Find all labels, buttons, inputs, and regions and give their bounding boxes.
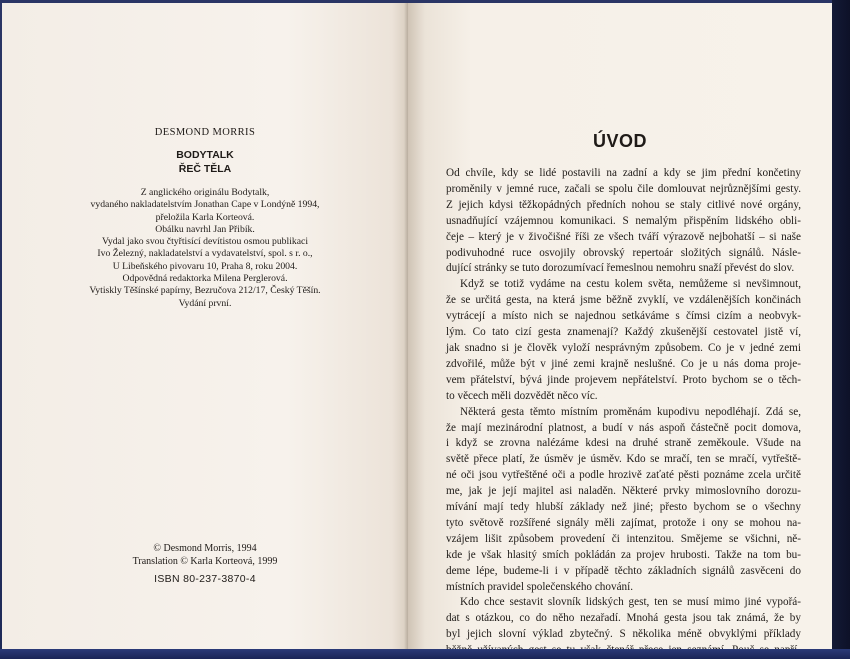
copyright-line: © Desmond Morris, 1994 xyxy=(153,543,257,554)
body-line: to věcech měli dozvědět něco víc. xyxy=(446,389,598,402)
copyright-line: Translation © Karla Korteová, 1999 xyxy=(132,555,278,567)
body-line: světě přece platí, že úsměv je úsměv. Kdo se mračí, ten se mračí, vytřeště- xyxy=(446,453,801,466)
copyright-notice xyxy=(2,543,408,568)
left-page xyxy=(2,3,408,649)
body-line: dat s otázkou, co do něho nezařadí. Mnohá gesta jsou tak známá, že by xyxy=(446,612,801,625)
right-page xyxy=(408,3,832,649)
credit-line: Vydání první. xyxy=(178,297,232,309)
body-line: Některá gesta těmto místním proměnám kupodivu nepodléhají. Zdá se, xyxy=(460,405,801,418)
credit-line: Z anglického originálu Bodytalk, xyxy=(140,187,270,198)
body-line: byl jejich slovní výklad zbytečný. S několika méně obvyklými příklady xyxy=(446,628,801,641)
body-line: i když se zrovna nalézáme kdesi na druhé straně zeměkoule. Všude na xyxy=(446,437,801,450)
body-line: kde je však hlasitý smích pokládán za projev hrubosti. Takže na tom bu- xyxy=(446,548,801,561)
body-line: vem přátelství, bývá jinde projevem nepřátelství. Proto bychom se o těch- xyxy=(446,373,801,386)
author-name: DESMOND MORRIS xyxy=(154,127,256,138)
cover-edge-right xyxy=(832,0,850,659)
credit-line: Ivo Železný, nakladatelství a vydavatelství, spol. s r. o., xyxy=(97,248,313,260)
credit-line: Obálku navrhl Jan Přibík. xyxy=(155,223,255,235)
credit-line: Odpovědná redaktorka Milena Perglerová. xyxy=(122,273,288,285)
isbn: ISBN 80-237-3870-4 xyxy=(154,573,256,585)
body-line: tyto světově rozšířené signály měli zajímat, protože i ony se mohou na- xyxy=(446,516,801,529)
body-line: deme lépe, budeme-li i v případě těchto základních signálů zasvěceni do xyxy=(446,564,801,577)
body-line: podivuhodné ruce osvojily obrovský repertoár složitých signálů. Násle- xyxy=(446,246,801,259)
book-title xyxy=(2,148,408,176)
credit-line: vydaného nakladatelstvím Jonathan Cape v Londýně 1994, xyxy=(90,199,320,211)
body-line: me, jak je její majitel asi naladěn. Některé prvky mimoslovního dorozu- xyxy=(446,485,801,498)
credit-line: Vytiskly Těšínské papírny, Bezručova 212/17, Český Těšín. xyxy=(89,285,321,297)
cover-edge-bottom xyxy=(0,649,850,659)
body-line: Od chvíle, kdy se lidé postavili na zadní a kdy se jim přední končetiny xyxy=(446,167,801,179)
title-line-czech: ŘEČ TĚLA xyxy=(178,163,232,175)
body-line: zdvořilé, může být v jiné zemi krajně neslušné. Co je u nás doma proje- xyxy=(446,357,801,370)
chapter-body xyxy=(446,166,801,659)
chapter-title: ÚVOD xyxy=(592,131,647,151)
body-line: lým. Co tato cizí gesta znamenají? Každý zkušenější cestovatel jistě ví, xyxy=(446,326,801,339)
body-line: Z jejich kdysi těžkopádných předních nohou se staly citlivé nové orgány, xyxy=(446,198,801,211)
body-line: mívání mají tedy hlubší základy než jiné; přesto bychom se o všechny xyxy=(446,501,801,514)
body-line: usnadňující vzájemnou komunikaci. S nemalým přispěním lidského obli- xyxy=(446,214,801,227)
title-line-english: BODYTALK xyxy=(176,149,234,161)
body-line: jak snadno si je člověk vyloží nesprávným způsobem. Co je v jedné zemi xyxy=(446,341,801,354)
body-line: Když se totiž vydáme na cestu kolem světa, nemůžeme si nevšimnout, xyxy=(460,278,801,291)
body-line: místních pravidel společenského chování. xyxy=(446,580,634,593)
credit-line: U Libeňského pivovaru 10, Praha 8, roku 2004. xyxy=(112,260,298,272)
body-line: né oči jsou vytřeštěné oči a podle hrozivě zaťaté pěsti poznáme zcela určitě xyxy=(446,469,801,482)
body-line: vzájem lišit způsobem provedení či intenzitou. Smějeme se všichni, ně- xyxy=(446,532,801,545)
body-line: že mají mezinárodní platnost, a budí v nás aspoň částečně pocit domova, xyxy=(446,421,801,434)
publication-credits xyxy=(2,187,408,310)
credit-line: Vydal jako svou čtyřtisící devítistou osmou publikaci xyxy=(101,236,309,248)
body-line: že se určitá gesta, na která jsme běžně zvyklí, ve vzdálenějších končinách xyxy=(446,294,801,307)
body-line: čeje – který je v živočišné říši ze všech tváří výrazově nejbohatší – si naše xyxy=(446,230,801,243)
body-line: proměnily v jemné ruce, začali se spolu čile domlouvat nejrůznějšími gesty. xyxy=(446,182,801,195)
body-line: vytrácejí a místo nich se najednou setkáváme s čímsi cizím a neobvyk- xyxy=(446,310,801,323)
body-line: Kdo chce sestavit slovník lidských gest, ten se musí mimo jiné vypořá- xyxy=(460,596,801,609)
body-line: dující stránky se tuto dorozumívací řemeslnou nemohru snaží převést do slov. xyxy=(446,262,795,275)
credit-line: přeložila Karla Korteová. xyxy=(155,211,255,223)
